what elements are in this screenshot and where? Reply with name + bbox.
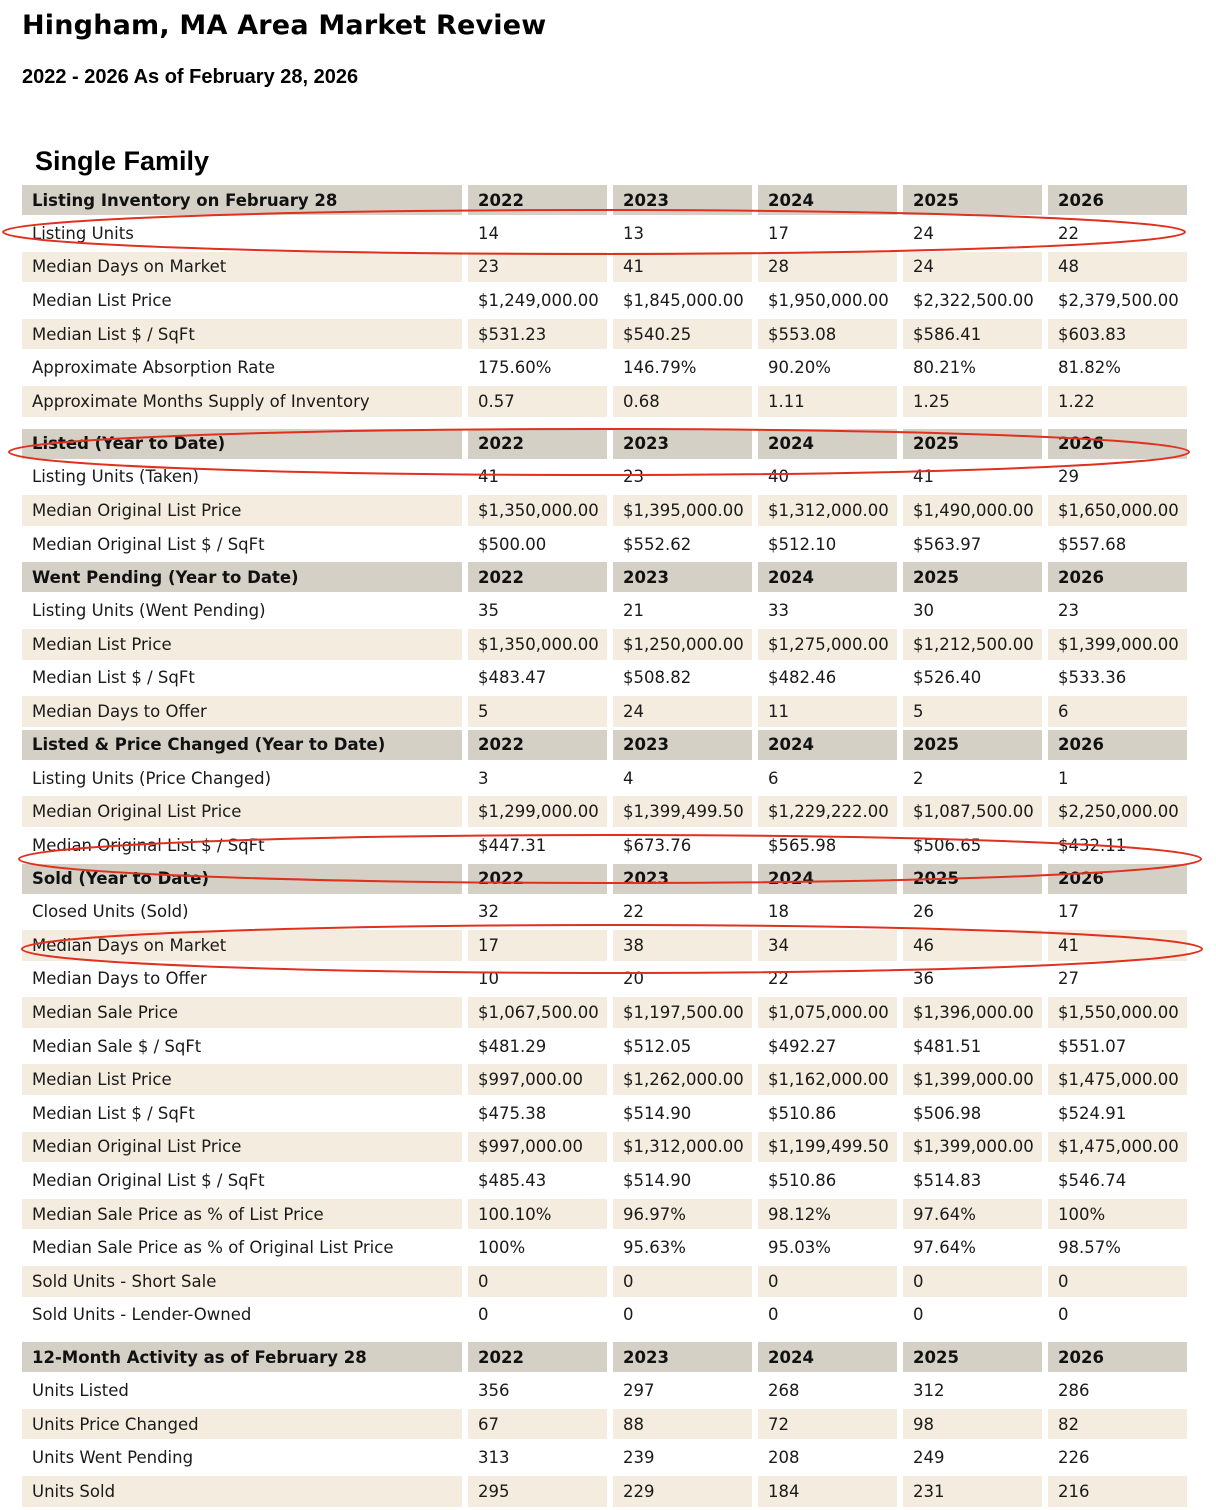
table-row-median-days-to-offer — [22, 964, 1187, 998]
table-cell: 1 — [1042, 763, 1187, 797]
table-row-sold-units-short-sale — [22, 1266, 1187, 1300]
table-row-units-went-pending — [22, 1442, 1187, 1476]
table-row-units-listed — [22, 1375, 1187, 1409]
table-cell: $482.46 — [752, 663, 897, 697]
table-cell: $603.83 — [1042, 319, 1187, 353]
table-row-median-list-sqft — [22, 663, 1187, 697]
row-label: Listing Units — [22, 218, 462, 252]
table-cell: $553.08 — [752, 319, 897, 353]
row-label: Median Sale Price as % of Original List Price — [22, 1232, 462, 1266]
table-cell: 23 — [607, 462, 752, 496]
table-cell: 97.64% — [897, 1232, 1042, 1266]
row-label: Median Original List Price — [22, 495, 462, 529]
market-review-table-body — [22, 185, 1187, 1510]
table-row-median-list-price — [22, 629, 1187, 663]
table-cell: 0 — [1042, 1266, 1187, 1300]
table-cell: 231 — [897, 1476, 1042, 1510]
row-label: Median Original List Price — [22, 1132, 462, 1166]
table-cell: 48 — [1042, 252, 1187, 286]
table-cell: 29 — [1042, 462, 1187, 496]
table-row-listing-units — [22, 218, 1187, 252]
year-header-cell: 2022 — [462, 1342, 607, 1375]
table-cell: 0 — [897, 1266, 1042, 1300]
year-header-cell: 2026 — [1042, 1342, 1187, 1375]
row-label: Units Listed — [22, 1375, 462, 1409]
row-label: Closed Units (Sold) — [22, 897, 462, 931]
table-cell: 356 — [462, 1375, 607, 1409]
section-header-listed-price-changed-year-to-date — [22, 730, 1187, 763]
table-row-median-list-price — [22, 1064, 1187, 1098]
table-row-closed-units-sold — [22, 897, 1187, 931]
table-row-median-days-on-market — [22, 252, 1187, 286]
table-cell: 1.22 — [1042, 386, 1187, 420]
table-row-median-list-price — [22, 285, 1187, 319]
table-cell: 22 — [1042, 218, 1187, 252]
year-header-cell: 2023 — [607, 562, 752, 595]
table-cell: $1,399,000.00 — [1042, 629, 1187, 663]
table-cell: $997,000.00 — [462, 1132, 607, 1166]
row-label: Median List Price — [22, 1064, 462, 1098]
row-label: Median Original List $ / SqFt — [22, 1165, 462, 1199]
table-cell: $1,399,499.50 — [607, 796, 752, 830]
table-cell: $1,199,499.50 — [752, 1132, 897, 1166]
table-cell: 40 — [752, 462, 897, 496]
row-label: Median Original List $ / SqFt — [22, 529, 462, 563]
year-header-cell: 2024 — [752, 1342, 897, 1375]
table-row-median-original-list-sqft — [22, 529, 1187, 563]
year-header-cell: 2022 — [462, 185, 607, 218]
table-cell: 0 — [897, 1300, 1042, 1334]
year-header-cell: 2023 — [607, 185, 752, 218]
row-label: Approximate Months Supply of Inventory — [22, 386, 462, 420]
table-cell: 1.25 — [897, 386, 1042, 420]
table-cell: 11 — [752, 696, 897, 730]
table-cell: 10 — [462, 964, 607, 998]
table-cell: $557.68 — [1042, 529, 1187, 563]
table-cell: 226 — [1042, 1442, 1187, 1476]
table-cell: $563.97 — [897, 529, 1042, 563]
row-label: Median Original List $ / SqFt — [22, 830, 462, 864]
section-title: Single Family — [35, 146, 210, 176]
row-label: Median Sale Price — [22, 997, 462, 1031]
table-cell: 208 — [752, 1442, 897, 1476]
table-cell: $514.90 — [607, 1098, 752, 1132]
row-label: Median List $ / SqFt — [22, 1098, 462, 1132]
table-cell: $524.91 — [1042, 1098, 1187, 1132]
table-row-median-original-list-price — [22, 796, 1187, 830]
year-header-cell: 2024 — [752, 562, 897, 595]
table-cell: 41 — [1042, 930, 1187, 964]
section-header-label: 12-Month Activity as of February 28 — [22, 1342, 462, 1375]
table-cell: $1,399,000.00 — [897, 1132, 1042, 1166]
table-cell: 2 — [897, 763, 1042, 797]
table-cell: $997,000.00 — [462, 1064, 607, 1098]
table-row-median-original-list-sqft — [22, 1165, 1187, 1199]
table-cell: 13 — [607, 218, 752, 252]
year-header-cell: 2023 — [607, 864, 752, 897]
table-cell: 36 — [897, 964, 1042, 998]
table-cell: $551.07 — [1042, 1031, 1187, 1065]
row-label: Median Days to Offer — [22, 964, 462, 998]
table-cell: 0 — [462, 1300, 607, 1334]
table-cell: $485.43 — [462, 1165, 607, 1199]
table-cell: 38 — [607, 930, 752, 964]
table-cell: $1,950,000.00 — [752, 285, 897, 319]
table-cell: $1,845,000.00 — [607, 285, 752, 319]
table-cell: $1,275,000.00 — [752, 629, 897, 663]
table-cell: 100% — [1042, 1199, 1187, 1233]
row-label: Median Sale $ / SqFt — [22, 1031, 462, 1065]
table-cell: $1,262,000.00 — [607, 1064, 752, 1098]
table-cell: $1,350,000.00 — [462, 629, 607, 663]
table-cell: $1,396,000.00 — [897, 997, 1042, 1031]
section-spacer-cell — [22, 1333, 1187, 1342]
table-cell: 229 — [607, 1476, 752, 1510]
table-cell: 24 — [897, 252, 1042, 286]
table-cell: 41 — [897, 462, 1042, 496]
year-header-cell: 2022 — [462, 730, 607, 763]
table-cell: $1,250,000.00 — [607, 629, 752, 663]
table-cell: 100.10% — [462, 1199, 607, 1233]
table-cell: $500.00 — [462, 529, 607, 563]
table-cell: 22 — [752, 964, 897, 998]
table-row-median-original-list-price — [22, 495, 1187, 529]
table-cell: 249 — [897, 1442, 1042, 1476]
table-cell: $1,212,500.00 — [897, 629, 1042, 663]
year-header-cell: 2022 — [462, 562, 607, 595]
year-header-cell: 2026 — [1042, 730, 1187, 763]
table-cell: 41 — [462, 462, 607, 496]
section-header-label: Went Pending (Year to Date) — [22, 562, 462, 595]
table-cell: 17 — [462, 930, 607, 964]
table-cell: $2,322,500.00 — [897, 285, 1042, 319]
year-header-cell: 2023 — [607, 429, 752, 462]
year-header-cell: 2025 — [897, 864, 1042, 897]
table-cell: 34 — [752, 930, 897, 964]
table-cell: $1,490,000.00 — [897, 495, 1042, 529]
table-row-median-sale-price — [22, 997, 1187, 1031]
row-label: Median Original List Price — [22, 796, 462, 830]
row-label: Units Price Changed — [22, 1409, 462, 1443]
table-cell: 26 — [897, 897, 1042, 931]
table-cell: 313 — [462, 1442, 607, 1476]
row-label: Sold Units - Lender-Owned — [22, 1300, 462, 1334]
table-cell: 146.79% — [607, 352, 752, 386]
table-cell: 0 — [607, 1266, 752, 1300]
table-cell: $1,087,500.00 — [897, 796, 1042, 830]
year-header-cell: 2022 — [462, 429, 607, 462]
table-cell: $481.29 — [462, 1031, 607, 1065]
table-row-listing-units-price-changed — [22, 763, 1187, 797]
row-label: Median Days on Market — [22, 252, 462, 286]
table-cell: $1,395,000.00 — [607, 495, 752, 529]
table-cell: 239 — [607, 1442, 752, 1476]
table-cell: 82 — [1042, 1409, 1187, 1443]
table-cell: 98 — [897, 1409, 1042, 1443]
table-cell: $483.47 — [462, 663, 607, 697]
table-row-median-days-on-market — [22, 930, 1187, 964]
table-cell: 35 — [462, 595, 607, 629]
table-cell: 80.21% — [897, 352, 1042, 386]
row-label: Median Days on Market — [22, 930, 462, 964]
table-row-listing-units-went-pending — [22, 595, 1187, 629]
year-header-cell: 2023 — [607, 1342, 752, 1375]
table-cell: 81.82% — [1042, 352, 1187, 386]
table-cell: $546.74 — [1042, 1165, 1187, 1199]
table-cell: 22 — [607, 897, 752, 931]
table-row-units-sold — [22, 1476, 1187, 1510]
table-cell: $1,197,500.00 — [607, 997, 752, 1031]
table-row-median-list-sqft — [22, 1098, 1187, 1132]
table-row-median-original-list-price — [22, 1132, 1187, 1166]
table-cell: $512.10 — [752, 529, 897, 563]
year-header-cell: 2026 — [1042, 185, 1187, 218]
year-header-cell: 2026 — [1042, 562, 1187, 595]
table-cell: 18 — [752, 897, 897, 931]
table-cell: 216 — [1042, 1476, 1187, 1510]
table-cell: 5 — [462, 696, 607, 730]
page-title: Hingham, MA Area Market Review — [22, 10, 547, 41]
table-cell: $540.25 — [607, 319, 752, 353]
table-cell: $447.31 — [462, 830, 607, 864]
table-cell: 23 — [1042, 595, 1187, 629]
table-cell: 96.97% — [607, 1199, 752, 1233]
table-cell: 0.68 — [607, 386, 752, 420]
section-header-listing-inventory-on-february-28 — [22, 185, 1187, 218]
table-cell: $432.11 — [1042, 830, 1187, 864]
table-cell: $514.83 — [897, 1165, 1042, 1199]
row-label: Approximate Absorption Rate — [22, 352, 462, 386]
table-row-median-sale-price-as-of-original-list-price — [22, 1232, 1187, 1266]
row-label: Median List Price — [22, 629, 462, 663]
row-label: Listing Units (Price Changed) — [22, 763, 462, 797]
table-cell: $1,350,000.00 — [462, 495, 607, 529]
table-cell: 20 — [607, 964, 752, 998]
table-cell: $1,075,000.00 — [752, 997, 897, 1031]
table-cell: $514.90 — [607, 1165, 752, 1199]
table-cell: 14 — [462, 218, 607, 252]
year-header-cell: 2022 — [462, 864, 607, 897]
table-cell: $510.86 — [752, 1098, 897, 1132]
table-cell: $506.65 — [897, 830, 1042, 864]
table-cell: 24 — [897, 218, 1042, 252]
table-cell: 3 — [462, 763, 607, 797]
table-cell: $1,229,222.00 — [752, 796, 897, 830]
section-header-label: Listed & Price Changed (Year to Date) — [22, 730, 462, 763]
table-cell: 24 — [607, 696, 752, 730]
table-cell: 0 — [752, 1300, 897, 1334]
section-header-sold-year-to-date — [22, 864, 1187, 897]
year-header-cell: 2023 — [607, 730, 752, 763]
table-cell: $531.23 — [462, 319, 607, 353]
table-row-median-sale-sqft — [22, 1031, 1187, 1065]
table-cell: $475.38 — [462, 1098, 607, 1132]
section-header-listed-year-to-date — [22, 429, 1187, 462]
table-cell: $2,250,000.00 — [1042, 796, 1187, 830]
table-cell: 100% — [462, 1232, 607, 1266]
table-cell: 72 — [752, 1409, 897, 1443]
year-header-cell: 2025 — [897, 562, 1042, 595]
year-header-cell: 2026 — [1042, 864, 1187, 897]
table-row-median-sale-price-as-of-list-price — [22, 1199, 1187, 1233]
table-cell: $1,650,000.00 — [1042, 495, 1187, 529]
table-cell: $526.40 — [897, 663, 1042, 697]
row-label: Units Went Pending — [22, 1442, 462, 1476]
year-header-cell: 2024 — [752, 730, 897, 763]
table-cell: 98.12% — [752, 1199, 897, 1233]
table-cell: 28 — [752, 252, 897, 286]
row-label: Median List Price — [22, 285, 462, 319]
table-cell: $1,249,000.00 — [462, 285, 607, 319]
table-cell: 312 — [897, 1375, 1042, 1409]
table-cell: 6 — [752, 763, 897, 797]
table-cell: $510.86 — [752, 1165, 897, 1199]
table-cell: 97.64% — [897, 1199, 1042, 1233]
table-cell: 5 — [897, 696, 1042, 730]
table-cell: $1,399,000.00 — [897, 1064, 1042, 1098]
table-cell: $512.05 — [607, 1031, 752, 1065]
section-spacer — [22, 1333, 1187, 1342]
section-header-label: Listed (Year to Date) — [22, 429, 462, 462]
table-row-sold-units-lender-owned — [22, 1300, 1187, 1334]
table-row-approximate-absorption-rate — [22, 352, 1187, 386]
table-cell: $492.27 — [752, 1031, 897, 1065]
row-label: Listing Units (Went Pending) — [22, 595, 462, 629]
table-row-median-list-sqft — [22, 319, 1187, 353]
table-cell: 17 — [752, 218, 897, 252]
table-cell: 0.57 — [462, 386, 607, 420]
table-cell: $481.51 — [897, 1031, 1042, 1065]
year-header-cell: 2024 — [752, 864, 897, 897]
section-header-label: Listing Inventory on February 28 — [22, 185, 462, 218]
table-row-listing-units-taken — [22, 462, 1187, 496]
table-cell: 32 — [462, 897, 607, 931]
table-cell: 90.20% — [752, 352, 897, 386]
row-label: Units Sold — [22, 1476, 462, 1510]
table-cell: 98.57% — [1042, 1232, 1187, 1266]
table-cell: 88 — [607, 1409, 752, 1443]
table-cell: 95.03% — [752, 1232, 897, 1266]
table-cell: 30 — [897, 595, 1042, 629]
table-cell: $1,162,000.00 — [752, 1064, 897, 1098]
table-row-median-original-list-sqft — [22, 830, 1187, 864]
table-cell: $1,312,000.00 — [752, 495, 897, 529]
table-row-units-price-changed — [22, 1409, 1187, 1443]
table-cell: $565.98 — [752, 830, 897, 864]
table-cell: 23 — [462, 252, 607, 286]
table-cell: $673.76 — [607, 830, 752, 864]
year-header-cell: 2025 — [897, 1342, 1042, 1375]
table-cell: 0 — [607, 1300, 752, 1334]
row-label: Median Days to Offer — [22, 696, 462, 730]
table-cell: 286 — [1042, 1375, 1187, 1409]
table-cell: 33 — [752, 595, 897, 629]
section-header-went-pending-year-to-date — [22, 562, 1187, 595]
table-cell: 184 — [752, 1476, 897, 1510]
table-cell: 0 — [1042, 1300, 1187, 1334]
table-cell: $586.41 — [897, 319, 1042, 353]
table-cell: $1,067,500.00 — [462, 997, 607, 1031]
table-cell: 46 — [897, 930, 1042, 964]
section-header-12-month-activity-as-of-february-28 — [22, 1342, 1187, 1375]
section-header-label: Sold (Year to Date) — [22, 864, 462, 897]
table-cell: $1,475,000.00 — [1042, 1064, 1187, 1098]
table-cell: 175.60% — [462, 352, 607, 386]
year-header-cell: 2024 — [752, 429, 897, 462]
year-header-cell: 2026 — [1042, 429, 1187, 462]
table-cell: $506.98 — [897, 1098, 1042, 1132]
table-cell: 295 — [462, 1476, 607, 1510]
row-label: Sold Units - Short Sale — [22, 1266, 462, 1300]
market-review-table — [22, 185, 1187, 1510]
year-header-cell: 2024 — [752, 185, 897, 218]
row-label: Median Sale Price as % of List Price — [22, 1199, 462, 1233]
table-cell: 95.63% — [607, 1232, 752, 1266]
row-label: Median List $ / SqFt — [22, 663, 462, 697]
table-row-median-days-to-offer — [22, 696, 1187, 730]
table-row-approximate-months-supply-of-inventory — [22, 386, 1187, 420]
table-cell: $1,312,000.00 — [607, 1132, 752, 1166]
table-cell: 0 — [462, 1266, 607, 1300]
table-cell: $1,475,000.00 — [1042, 1132, 1187, 1166]
section-spacer — [22, 420, 1187, 429]
table-cell: 268 — [752, 1375, 897, 1409]
table-cell: $1,299,000.00 — [462, 796, 607, 830]
row-label: Median List $ / SqFt — [22, 319, 462, 353]
section-spacer-cell — [22, 420, 1187, 429]
table-cell: 0 — [752, 1266, 897, 1300]
table-cell: 21 — [607, 595, 752, 629]
table-cell: 1.11 — [752, 386, 897, 420]
table-cell: 6 — [1042, 696, 1187, 730]
table-cell: $533.36 — [1042, 663, 1187, 697]
table-cell: $552.62 — [607, 529, 752, 563]
table-cell: 67 — [462, 1409, 607, 1443]
table-cell: 4 — [607, 763, 752, 797]
table-cell: 41 — [607, 252, 752, 286]
table-cell: 27 — [1042, 964, 1187, 998]
year-header-cell: 2025 — [897, 429, 1042, 462]
table-cell: $508.82 — [607, 663, 752, 697]
table-cell: $2,379,500.00 — [1042, 285, 1187, 319]
row-label: Listing Units (Taken) — [22, 462, 462, 496]
year-header-cell: 2025 — [897, 185, 1042, 218]
year-header-cell: 2025 — [897, 730, 1042, 763]
table-cell: 297 — [607, 1375, 752, 1409]
page-subtitle: 2022 - 2026 As of February 28, 2026 — [22, 66, 359, 88]
table-cell: $1,550,000.00 — [1042, 997, 1187, 1031]
table-cell: 17 — [1042, 897, 1187, 931]
